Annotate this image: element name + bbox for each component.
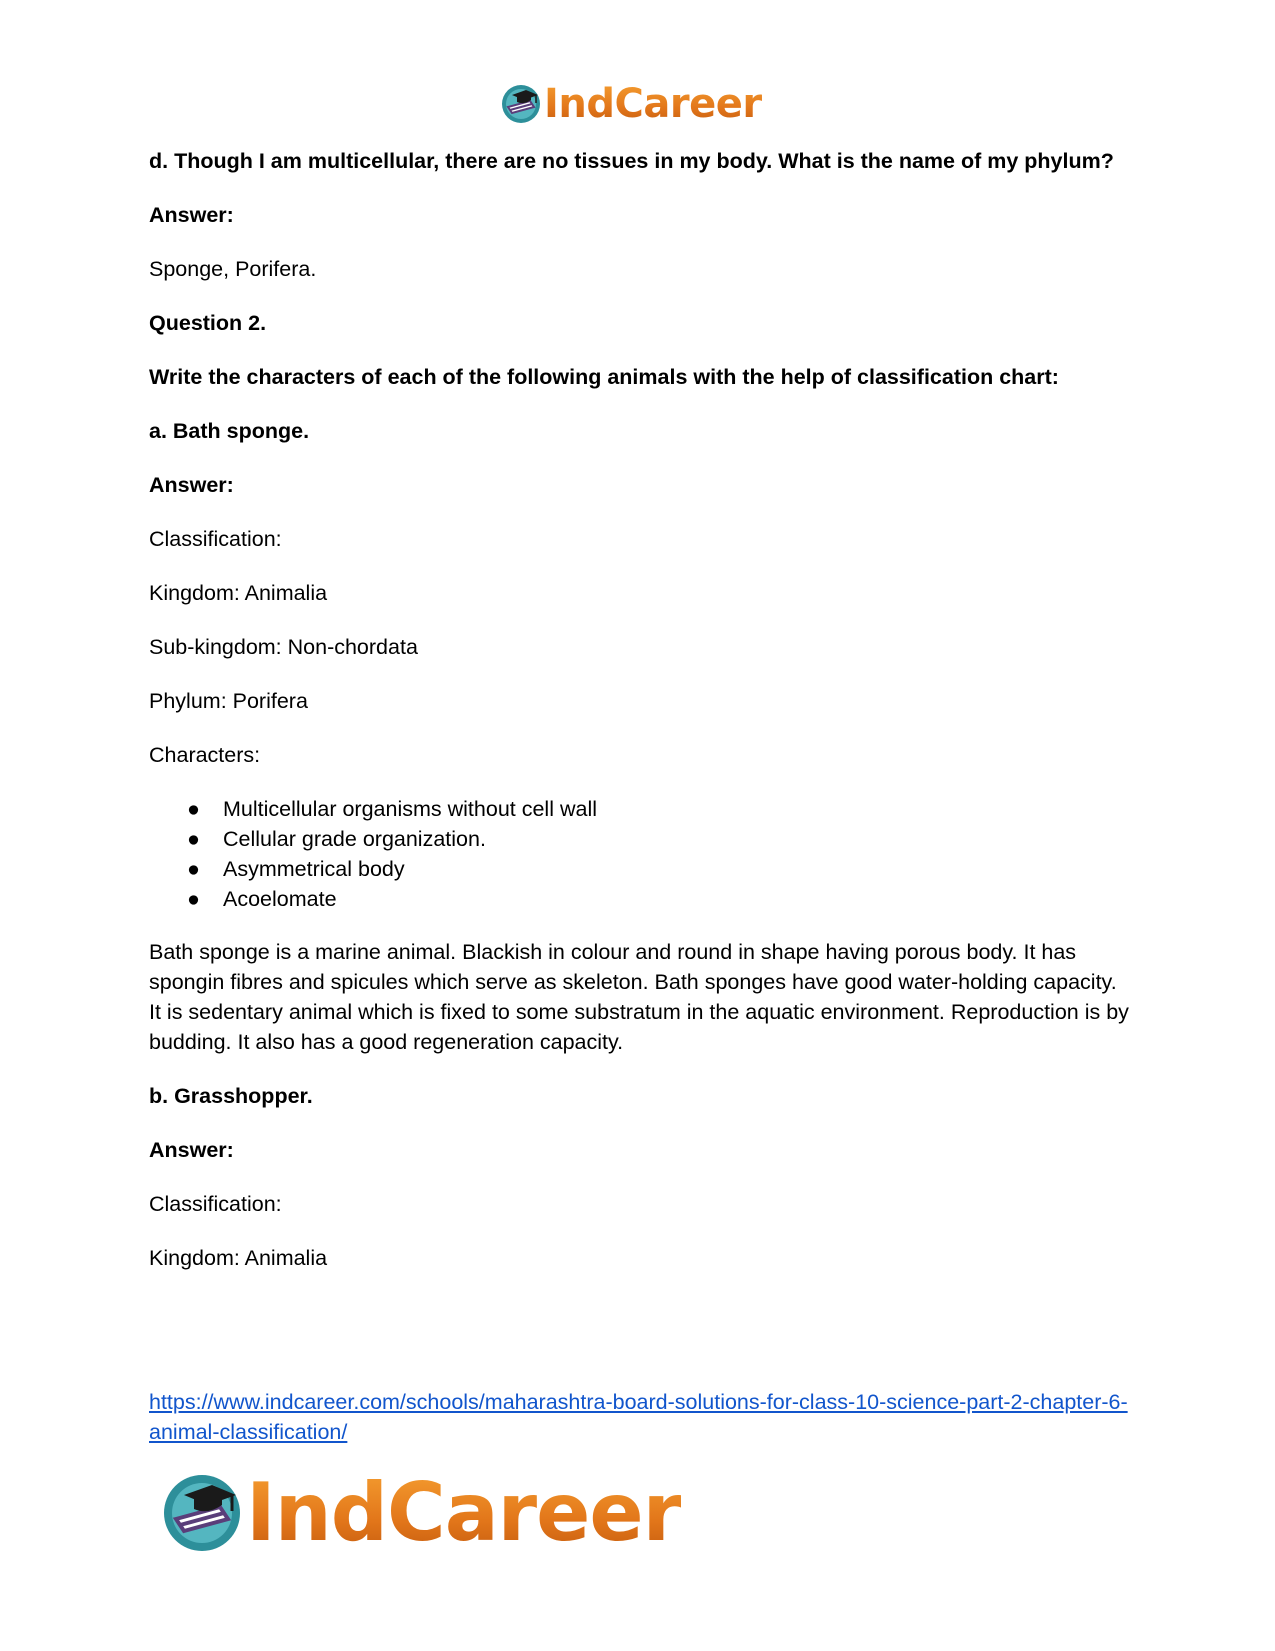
- characters-label: Characters:: [149, 743, 261, 767]
- list-item: [149, 794, 1129, 824]
- part-b-title: b. Grasshopper.: [149, 1084, 313, 1108]
- answer-text: Sponge, Porifera.: [149, 257, 317, 281]
- list-item: [149, 854, 1129, 884]
- part-a-title: a. Bath sponge.: [149, 419, 310, 443]
- graduation-cap-book-icon: [500, 83, 542, 125]
- list-item-text: Cellular grade organization.: [223, 827, 486, 851]
- answer-label: Answer:: [149, 1138, 234, 1162]
- list-item-text: Multicellular organisms without cell wall: [223, 797, 597, 821]
- bath-sponge-description: Bath sponge is a marine animal. Blackish in colour and round in shape having porous body. It has spongin fibres and spicules which serve as skeleton. Bath sponges have good water-holding capacity. It is sedentary animal which is fixed to some substratum in the aquatic environment. Reproduction is by budding. It also has a good regeneration capacity.: [149, 940, 1129, 1054]
- sub-kingdom-text: Sub-kingdom: Non-chordata: [149, 635, 418, 659]
- phylum-text: Phylum: Porifera: [149, 689, 308, 713]
- bullet-icon: ●: [187, 887, 200, 911]
- bullet-icon: ●: [187, 857, 200, 881]
- bullet-icon: ●: [187, 827, 200, 851]
- header-logo-text: IndCareer: [544, 81, 762, 127]
- list-item: [149, 824, 1129, 854]
- question-2-prompt: Write the characters of each of the following animals with the help of classification chart:: [149, 365, 1059, 389]
- list-item-text: Asymmetrical body: [223, 857, 405, 881]
- list-item-text: Acoelomate: [223, 887, 337, 911]
- question-2-title: Question 2.: [149, 311, 267, 335]
- graduation-cap-book-icon: [160, 1471, 244, 1555]
- list-item: [149, 884, 1129, 914]
- classification-label: Classification:: [149, 527, 282, 551]
- kingdom-text: Kingdom: Animalia: [149, 581, 328, 605]
- footer-logo: [160, 1468, 681, 1558]
- classification-label: Classification:: [149, 1192, 282, 1216]
- footer-logo-text: IndCareer: [246, 1466, 682, 1559]
- header-logo: [500, 80, 762, 128]
- characters-list: [149, 794, 1129, 914]
- answer-label: Answer:: [149, 203, 234, 227]
- source-link[interactable]: https://www.indcareer.com/schools/maharashtra-board-solutions-for-class-10-science-part-2-chapter-6-animal-classification/: [149, 1390, 1128, 1444]
- question-d-text: d. Though I am multicellular, there are no tissues in my body. What is the name of my phylum?: [149, 149, 1114, 173]
- kingdom-text: Kingdom: Animalia: [149, 1246, 328, 1270]
- answer-label: Answer:: [149, 473, 234, 497]
- document-body: [149, 146, 1129, 1297]
- bullet-icon: ●: [187, 797, 200, 821]
